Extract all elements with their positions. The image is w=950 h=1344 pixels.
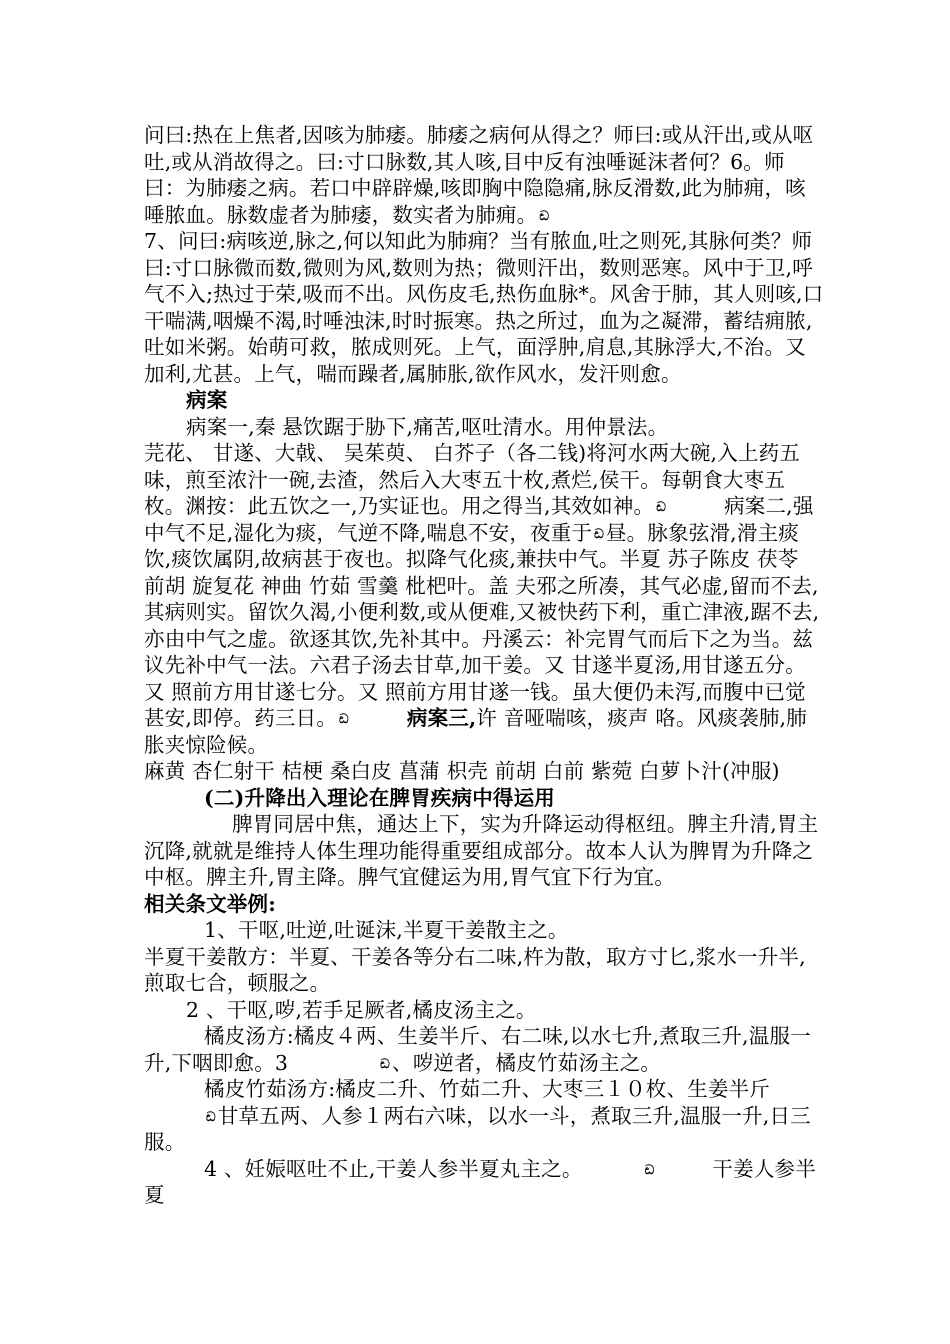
paragraph-marker-icon: ඩ — [656, 500, 667, 515]
paragraph-marker-icon: ඩ — [339, 712, 349, 727]
case-one-body: 芫花、 甘遂、大戟、 吴茱萸、 白芥子（各二钱)将河水两大碗,入上药五味，煎至浓汁一碗,去渣，然后入大枣五十枚,煮烂,侯干。每朝食大枣五枚。渊按：此五饮之一,乃实证也。用之得当,其效如神。 ඩ 病案二,强 中气不足,湿化为痰，气逆不降,喘息不安，夜重于 ඩ昼。脉象弦滑,滑主痰饮,痰饮属阴,故病甚于夜也。拟降气化痰,兼扶中气。半夏 苏子陈皮 茯苓 前胡 旋复花 神曲 竹茹 雪羹 枇杷叶。盖 夫邪之所凑，其气必虚,留而不去,其病则实。留饮久渴,小便利数,或从便难,又被快药下利，重亡津液,踞不去,亦由中气之虚。欲逐其饮,先补其中。丹溪云：补完胃气而后下之为当。兹议先补中气一法。六君子汤去甘草,加干姜。又 甘遂半夏汤,用甘遂五分。又 照前方用甘遂七分。又 照前方用甘遂一钱。虽大便仍未泻,而腹中已觉甚安,即停。药三日。 ඩ 病案三,许 音哑喘咳，痰声 咯。风痰袭肺,肺胀夹惊险候。 — [144, 441, 820, 757]
example-two: 2 、干呕,哕,若手足厥者,橘皮汤主之。 — [186, 997, 537, 1022]
example-one-recipe: 半夏干姜散方：半夏、干姜各等分右二味,杵为散，取方寸匕,浆水一升半,煎取七合，顿服之。 — [144, 944, 806, 995]
paragraph-spleen-stomach: 脾胃同居中焦，通达上下，实为升降运动得枢纽。脾主升清,胃主沉降,就就是维持人体生理功能得重要组成部分。故本人认为脾胃为升降之中枢。脾主升,胃主降。脾气宜健运为用,胃气宜下行为宜。 — [144, 812, 819, 889]
paragraph-lung-abscess: 7、问曰:病咳逆,脉之,何以知此为肺痈？当有脓血,吐之则死,其脉何类？师曰:寸口脉微而数,微则为风,数则为热；微则汗出，数则恶寒。风中于卫,呼气不入;热过于荣,吸而不出。风伤皮毛,热伤血脉*。风舍于肺，其人则咳,口干喘满,咽燥不渴,时唾浊沫,时时振寒。热之所过，血为之凝滞，蓄结痈脓,吐如米粥。始萌可救，脓成则死。上气，面浮肿,肩息,其脉浮大,不治。又加利,尤甚。上气，喘而躁者,属肺胀,欲作风水，发汗则愈。 — [144, 229, 824, 386]
paragraph-marker-icon: ඩ — [594, 526, 604, 542]
paragraph-marker-icon: ඩ — [539, 208, 550, 224]
example-one: 1、干呕,吐逆,吐诞沫,半夏干姜散主之。 — [204, 918, 569, 942]
section-heading-cases: 病案 — [186, 388, 228, 412]
case-three-label: 病案三, — [406, 706, 477, 730]
case-three-prescription: 麻黄 杏仁射干 桔梗 桑白皮 菖蒲 枳壳 前胡 白前 紫菀 白萝卜汁(冲服) — [144, 759, 780, 783]
paragraph-marker-icon: ඩ — [380, 1056, 391, 1072]
section-heading-spleen-stomach: (二)升降出入理论在脾胃疾病中得运用 — [204, 785, 555, 810]
document-page — [144, 122, 824, 1209]
example-three-recipe: 橘皮竹茹汤方:橘皮二升、竹茹二升、大枣三１０枚、生姜半斤ඩ甘草五两、人参１两右六味，以水一斗，煮取三升,温服一升,日三服。 — [144, 1077, 811, 1154]
case-one-title: 病案一,秦 悬饮踞于胁下,痛苦,呕吐清水。用仲景法。 — [186, 414, 669, 439]
paragraph-lung-wei: 问曰:热在上焦者,因咳为肺痿。肺痿之病何从得之？师曰:或从汗出,或从呕吐,或从消故得之。曰:寸口脉数,其人咳,目中反有浊唾诞沫者何？6。师曰：为肺痿之病。若口中辟辟燥,咳即胸中隐隐痛,脉反滑数,此为肺痈，咳唾脓血。脉数虚者为肺痿，数实者为肺痈。 ඩ — [144, 123, 814, 227]
example-four: 4 、妊娠呕吐不止,干姜人参半夏丸主之。 ඩ 干姜人参半夏 — [144, 1156, 816, 1207]
example-two-recipe: 橘皮汤方:橘皮４两、生姜半斤、右二味,以水七升,煮取三升,温服一升,下咽即愈。3 ඩ、哕逆者，橘皮竹茹汤主之。 — [144, 1024, 811, 1075]
paragraph-marker-icon: ඩ — [644, 1162, 655, 1178]
paragraph-marker-icon: ඩ — [206, 1109, 216, 1125]
section-heading-examples: 相关条文举例: — [144, 891, 276, 916]
